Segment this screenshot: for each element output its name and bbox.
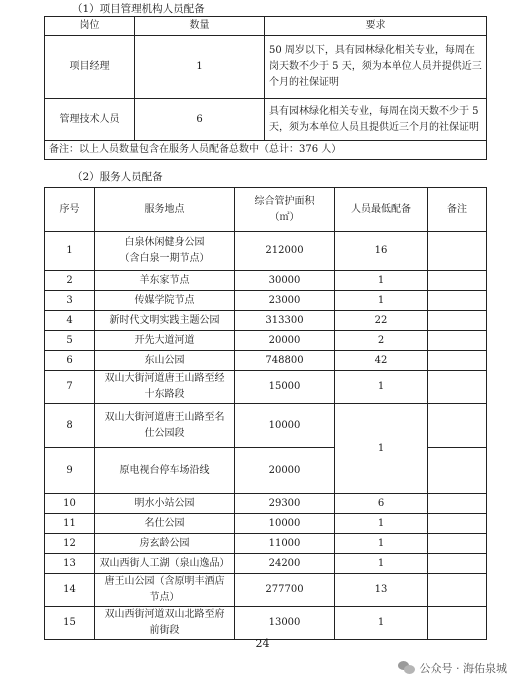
management-staff-table — [44, 16, 487, 160]
header-area: 综合管护面积 （㎡） — [235, 188, 335, 232]
table-row: 7 双山大街河道唐王山路至经 十东路段 15000 1 — [45, 371, 487, 404]
header-place: 服务地点 — [95, 188, 235, 232]
table-row: 9 原电视台停车场沿线 20000 — [45, 448, 487, 494]
table-row: 3 传媒学院节点 23000 1 — [45, 291, 487, 311]
header-qty: 数量 — [135, 17, 265, 36]
section-2-title: （2）服务人员配备 — [72, 171, 163, 183]
table-row: 5 开先大道河道 20000 2 — [45, 331, 487, 351]
header-min: 人员最低配备 — [335, 188, 428, 232]
table-row: 12 房玄龄公园 11000 1 — [45, 534, 487, 554]
note: 备注：以上人员数量包含在服务人员配备总数中（总计：376 人） — [45, 141, 487, 160]
table-row: 4 新时代文明实践主题公园 313300 22 — [45, 311, 487, 331]
header-no: 序号 — [45, 188, 95, 232]
service-staff-table — [44, 187, 487, 640]
footer-text: 公众号 · 海佑泉城 — [419, 662, 507, 675]
table-row: 8 双山大街河道唐王山路至名 仕公园段 10000 1 — [45, 404, 487, 448]
table-row: 管理技术人员 6 具有园林绿化相关专业，每周在岗天数不少于 5 天，须为本单位人员且提供近三个月的社保证明 — [45, 99, 487, 141]
page-number: 24 — [255, 637, 270, 650]
table-row: 项目经理 1 50 周岁以下，具有园林绿化相关专业，每周在岗天数不少于 5 天，须为本单位人员并提供近三个月的社保证明 — [45, 36, 487, 99]
section-1-title: （1）项目管理机构人员配备 — [72, 3, 205, 15]
header-remark: 备注 — [428, 188, 487, 232]
header-post: 岗位 — [45, 17, 135, 36]
table-row: 1 白泉休闲健身公园 （含白泉一期节点） 212000 16 — [45, 232, 487, 271]
table-row: 11 名仕公园 10000 1 — [45, 514, 487, 534]
header-req: 要求 — [265, 17, 487, 36]
table-row: 10 明水小站公园 29300 6 — [45, 494, 487, 514]
table-row: 15 双山西街河道双山北路至府 前街段 13000 1 — [45, 607, 487, 640]
table-row: 14 唐王山公园（含原明丰酒店 节点） 277700 13 — [45, 574, 487, 607]
table-row: 2 羊东家节点 30000 1 — [45, 271, 487, 291]
merged-min-cell: 1 — [335, 404, 428, 494]
wechat-icon — [398, 661, 416, 675]
table-row: 13 双山西街人工湖（泉山逸品） 24200 1 — [45, 554, 487, 574]
footer-watermark — [398, 660, 508, 676]
table-row: 6 东山公园 748800 42 — [45, 351, 487, 371]
